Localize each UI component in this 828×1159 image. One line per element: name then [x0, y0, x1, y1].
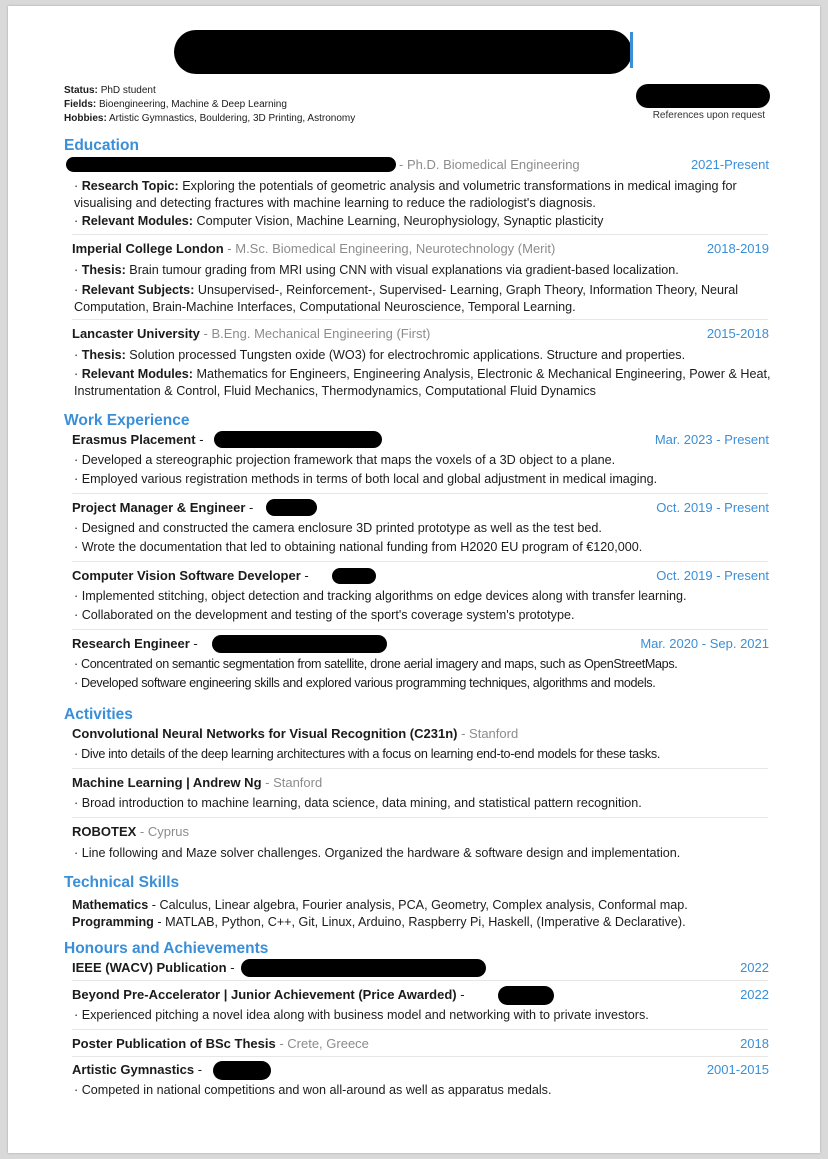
redacted-university	[66, 157, 396, 172]
edu-phd-row	[72, 156, 769, 174]
section-education-title: Education	[64, 137, 139, 154]
edu-imperial-subjects: · Relevant Subjects: Unsupervised-, Reinforcement-, Supervised- Learning, Graph Theory, Information Theory, Neural Computation, Brain-Machine Interfaces, Computational Neuroscience, Temporal Learning.	[74, 283, 739, 314]
divider	[72, 1029, 768, 1030]
status-line: Status: PhD student	[64, 85, 156, 96]
edu-imperial-thesis: · Thesis: Brain tumour grading from MRI using CNN with visual explanations via gradient-based localization.	[74, 263, 679, 277]
activity-row: Convolutional Neural Networks for Visual Recognition (C231n) - Stanford	[72, 726, 519, 741]
redacted-name	[174, 30, 632, 74]
work-bullet: · Developed a stereographic projection framework that maps the voxels of a 3D object to a plane.	[74, 453, 616, 467]
redacted-employer	[212, 635, 387, 653]
edu-imperial-row	[72, 240, 769, 258]
divider	[72, 629, 768, 630]
redacted-club	[213, 1061, 271, 1080]
honour-row: Poster Publication of BSc Thesis - Crete, Greece 2018	[72, 1036, 769, 1051]
divider	[72, 234, 768, 235]
activity-name: Machine Learning | Andrew Ng	[72, 775, 262, 790]
work-job-row: Erasmus Placement - Mar. 2023 - Present	[72, 432, 769, 447]
redacted-organisation	[498, 986, 554, 1005]
redacted-employer	[332, 568, 376, 584]
honour-bullet: · Experienced pitching a novel idea along with business model and networking with to private investors.	[74, 1008, 649, 1022]
honour-row: IEEE (WACV) Publication - 2022	[72, 960, 769, 975]
edu-phd-modules: · Relevant Modules: Computer Vision, Machine Learning, Neurophysiology, Synaptic plasticity	[74, 214, 604, 228]
skills-math: Mathematics - Calculus, Linear algebra, Fourier analysis, PCA, Geometry, Complex analysis, Conformal map.	[72, 898, 688, 912]
work-bullet: · Collaborated on the development and testing of the sport's coverage system's prototype.	[74, 608, 575, 622]
activity-bullet: · Line following and Maze solver challenges. Organized the hardware & software design and implementation.	[74, 846, 681, 860]
edu-lancaster-modules: · Relevant Modules: Mathematics for Engineers, Engineering Analysis, Electronic & Mechanical Engineering, Power & Heat, Instrumentation & Control, Fluid Mechanics, Thermodynamics, Computational Fluid Dynamics	[74, 367, 771, 398]
profile-meta	[64, 84, 355, 126]
fields-line: Fields: Bioengineering, Machine & Deep Learning	[64, 99, 287, 110]
edu-lancaster-thesis: · Thesis: Solution processed Tungsten oxide (WO3) for electrochromic applications. Structure and properties.	[74, 348, 686, 362]
redacted-employer	[266, 499, 317, 516]
resume-page	[8, 6, 820, 1153]
edu-phd-topic: · Research Topic: Exploring the potentials of geometric analysis and volumetric transformations in medical imaging for visualising and detecting fractures with machine learning to reduce the radiologist's diagnosis.	[74, 179, 737, 210]
divider	[72, 493, 768, 494]
work-job-row: Project Manager & Engineer - Oct. 2019 - Present	[72, 500, 769, 515]
edu-phd-degree: - Ph.D. Biomedical Engineering	[399, 157, 580, 172]
work-date: Mar. 2023 - Present	[654, 432, 769, 447]
divider	[72, 1056, 768, 1057]
edu-imperial-date: 2018-2019	[706, 241, 769, 256]
work-job-row: Research Engineer - Mar. 2020 - Sep. 2021	[72, 636, 769, 651]
work-date: Mar. 2020 - Sep. 2021	[640, 636, 769, 651]
edu-lancaster-degree: - B.Eng. Mechanical Engineering (First)	[199, 326, 431, 341]
honour-date: 2001-2015	[706, 1062, 769, 1077]
work-date: Oct. 2019 - Present	[656, 500, 769, 515]
work-bullet: · Developed software engineering skills and explored various programming techniques, algorithms and models.	[74, 676, 656, 690]
name-accent-bar	[630, 32, 633, 68]
activity-bullet: · Dive into details of the deep learning architectures with a focus on learning end-to-end models for these tasks.	[74, 747, 661, 761]
honour-row: Artistic Gymnastics - 2001-2015	[72, 1061, 769, 1079]
work-job-row: Computer Vision Software Developer - Oct. 2019 - Present	[72, 568, 769, 583]
work-bullet: · Designed and constructed the camera enclosure 3D printed prototype as well as the test bed.	[74, 521, 602, 535]
work-role: Computer Vision Software Developer	[72, 568, 301, 583]
activity-bullet: · Broad introduction to machine learning, data science, data mining, and statistical pattern recognition.	[74, 796, 642, 810]
edu-imperial-degree: - M.Sc. Biomedical Engineering, Neurotechnology (Merit)	[223, 241, 556, 256]
section-work-title: Work Experience	[64, 412, 190, 429]
edu-imperial-name: Imperial College London	[72, 241, 224, 256]
section-activities-title: Activities	[64, 706, 133, 723]
divider	[72, 561, 768, 562]
activity-name: ROBOTEX	[72, 824, 137, 839]
honour-row: Beyond Pre-Accelerator | Junior Achievement (Price Awarded) - 2022	[72, 986, 769, 1004]
work-date: Oct. 2019 - Present	[656, 568, 769, 583]
honour-date: 2022	[740, 960, 769, 975]
work-role: Research Engineer	[72, 636, 190, 651]
honour-name: Artistic Gymnastics	[72, 1062, 195, 1077]
work-role: Project Manager & Engineer	[72, 500, 246, 515]
honour-date: 2018	[740, 1036, 769, 1051]
edu-lancaster-date: 2015-2018	[706, 326, 769, 341]
honour-date: 2022	[740, 987, 769, 1002]
activity-row: ROBOTEX - Cyprus	[72, 824, 190, 839]
honour-name: Poster Publication of BSc Thesis	[72, 1036, 276, 1051]
work-bullet: · Employed various registration methods in terms of both local and global adjustment in medical imaging.	[74, 472, 658, 486]
edu-phd-date: 2021-Present	[690, 157, 769, 172]
redacted-publication	[241, 959, 486, 977]
section-skills-title: Technical Skills	[64, 874, 180, 891]
work-role: Erasmus Placement	[72, 432, 196, 447]
redacted-employer	[214, 431, 382, 448]
section-honours-title: Honours and Achievements	[64, 940, 269, 957]
divider	[72, 768, 768, 769]
skills-programming: Programming - MATLAB, Python, C++, Git, Linux, Arduino, Raspberry Pi, Haskell, (Imperative & Declarative).	[72, 915, 686, 929]
hobbies-line: Hobbies: Artistic Gymnastics, Bouldering, 3D Printing, Astronomy	[64, 113, 356, 124]
divider	[72, 319, 768, 320]
edu-lancaster-name: Lancaster University	[72, 326, 200, 341]
honour-name: IEEE (WACV) Publication	[72, 960, 227, 975]
activity-name: Convolutional Neural Networks for Visual Recognition (C231n)	[72, 726, 458, 741]
references-note: References upon request	[652, 110, 765, 121]
honour-bullet: · Competed in national competitions and won all-around as well as apparatus medals.	[74, 1083, 552, 1097]
redacted-contact	[636, 84, 770, 108]
work-bullet: · Concentrated on semantic segmentation from satellite, drone aerial imagery and maps, such as OpenStreetMaps.	[74, 657, 678, 671]
honour-name: Beyond Pre-Accelerator | Junior Achievement (Price Awarded)	[72, 987, 457, 1002]
edu-lancaster-row	[72, 325, 769, 343]
work-bullet: · Wrote the documentation that led to obtaining national funding from H2020 EU program of €120,000.	[74, 540, 643, 554]
work-bullet: · Implemented stitching, object detection and tracking algorithms on edge devices along with transfer learning.	[74, 589, 687, 603]
activity-row: Machine Learning | Andrew Ng - Stanford	[72, 775, 323, 790]
divider	[72, 980, 768, 981]
divider	[72, 817, 768, 818]
